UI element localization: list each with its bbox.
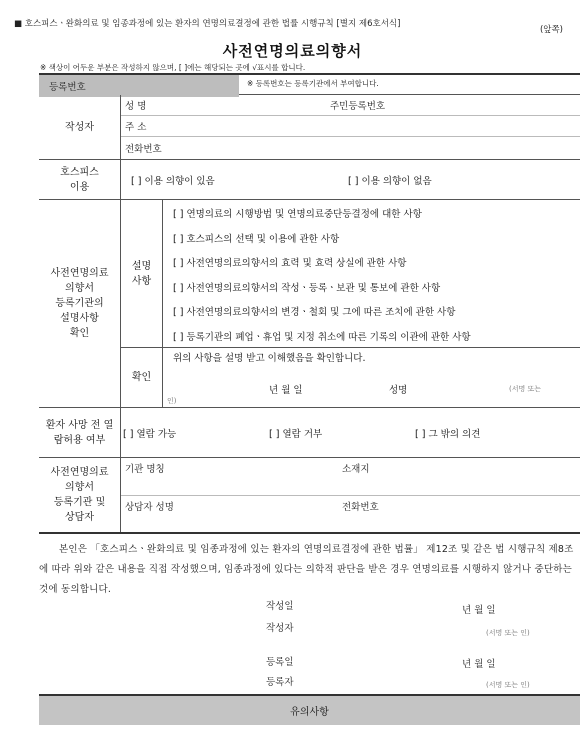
hospice-label-text: 호스피스 이용 [60,166,99,193]
hospice-section [39,160,580,200]
counselor-phone-field[interactable]: 전화번호 [342,502,379,513]
confirm-date[interactable]: 년 월 일 [269,385,303,396]
confirm-block [121,348,580,407]
viewing-label [39,408,121,457]
viewing-option-other[interactable]: [ ] 그 밖의 의견 [415,428,481,440]
confirm-sign-note: (서명 또는 [509,385,542,393]
fill-notice: ※ 색상이 어두운 부분은 작성하지 않으며, [ ]에는 해당되는 곳에 √표시를 합니다. [40,63,306,72]
counselor-name-field[interactable]: 상담자 성명 [125,502,174,513]
registrant-sign-note: (서명 또는 인) [486,681,530,689]
hospice-label [39,160,121,199]
written-date-label: 작성일 [266,601,294,612]
explanation-label-line: 설명사항 [60,313,99,324]
institution-label-line: 의향서 [65,482,94,493]
directive-form [39,73,580,534]
hospice-options [121,160,580,199]
registration-note: ※ 등록번호는 등록기관에서 부여합니다. [247,79,379,88]
confirm-text: 위의 사항을 설명 받고 이해했음을 확인합니다. [173,353,366,364]
institution-label [39,458,121,532]
hospice-option-yes[interactable]: [ ] 이용 의향이 있음 [131,175,215,187]
explanation-sub-label [121,200,163,347]
explanation-label-line: 등록기관의 [55,298,104,309]
explanation-body [121,200,580,407]
viewing-section [39,408,580,458]
registration-number-field [39,75,239,97]
institution-name-field[interactable]: 기관 명칭 [125,464,165,475]
confirm-sign-note-end: 인) [167,397,177,405]
institution-counselor-row [121,496,580,532]
form-reference: ■ 호스피스ㆍ완화의료 및 임종과정에 있는 환자의 연명의료결정에 관한 법률 시행규칙 [별지 제6호서식] [14,19,401,29]
explanation-item[interactable]: [ ] 사전연명의료의향서의 효력 및 효력 상실에 관한 사항 [173,258,407,270]
reg-date-label: 등록일 [266,657,294,668]
explanation-label-line: 사전연명의료 [50,268,109,279]
viewing-label-text: 환자 사망 전 열람허용 여부 [45,419,114,446]
hospice-option-no[interactable]: [ ] 이용 의향이 없음 [348,175,432,187]
explanation-label-line: 확인 [69,328,90,339]
written-date-field[interactable]: 년 월 일 [462,605,496,616]
explanation-item[interactable]: [ ] 사전연명의료의향서의 작성ㆍ등록ㆍ보관 및 통보에 관한 사항 [173,282,441,294]
institution-label-line: 등록기관 및 [53,497,106,508]
explanation-item[interactable]: [ ] 호스피스의 선택 및 이용에 관한 사항 [173,233,340,245]
writer-label: 작성자 [39,95,121,159]
institution-label-line: 사전연명의료 [50,467,109,478]
writer-name-field[interactable]: 성 명 [125,100,147,112]
explanation-items-block [121,200,580,348]
viewing-option-deny[interactable]: [ ] 열람 거부 [269,428,323,440]
confirm-sign-label: 성명 [389,385,408,396]
institution-label-line: 상담자 [65,512,94,523]
institution-section [39,458,580,534]
explanation-section [39,200,580,408]
registrant-sign-label: 등록자 [266,677,294,688]
writer-fields [121,95,580,159]
writer-address-field[interactable]: 주 소 [121,116,580,138]
viewing-option-allow[interactable]: [ ] 열람 가능 [123,428,177,440]
writer-phone-field[interactable]: 전화번호 [125,144,162,156]
confirm-label: 확인 [121,348,163,407]
writer-rrn-field[interactable]: 주민등록번호 [330,100,386,112]
writer-name-row [121,95,580,116]
writer-sign-label: 작성자 [266,623,294,634]
institution-fields [121,458,580,532]
front-page-mark: (앞쪽) [539,25,563,35]
notes-section-header [39,694,580,725]
explanation-label [39,200,121,407]
explanation-items [163,200,580,347]
institution-location-field[interactable]: 소재지 [342,464,370,475]
institution-org-row [121,458,580,496]
page-title: 사전연명의료의향서 [222,42,363,60]
writer-sign-note: (서명 또는 인) [486,629,530,637]
writer-section [39,95,580,160]
explanation-sub-label-text: 설명 사항 [131,260,152,287]
explanation-item[interactable]: [ ] 연명의료의 시행방법 및 연명의료중단등결정에 대한 사항 [173,209,422,221]
confirm-body [163,348,580,407]
viewing-options [121,408,580,457]
explanation-label-line: 의향서 [65,283,94,294]
consent-statement: 본인은 「호스피스ㆍ완화의료 및 임종과정에 있는 환자의 연명의료결정에 관한 법률」 제12조 및 같은 법 시행규칙 제8조에 따라 위와 같은 내용을 직접 작성했으며, 임종과정에 있다는 의학적 판단을 받은 경우 연명의료를 시행하지 않거나 중단하는 것에 동의합니다. [39,544,574,595]
notes-label: 유의사항 [290,707,329,718]
explanation-item[interactable]: [ ] 사전연명의료의향서의 변경ㆍ철회 및 그에 따른 조치에 관한 사항 [173,307,456,319]
registration-row [39,73,580,95]
reg-date-field[interactable]: 년 월 일 [462,659,496,670]
explanation-item[interactable]: [ ] 등록기관의 폐업ㆍ휴업 및 지정 취소에 따른 기록의 이관에 관한 사항 [173,331,471,343]
registration-number-label: 등록번호 [49,82,86,93]
